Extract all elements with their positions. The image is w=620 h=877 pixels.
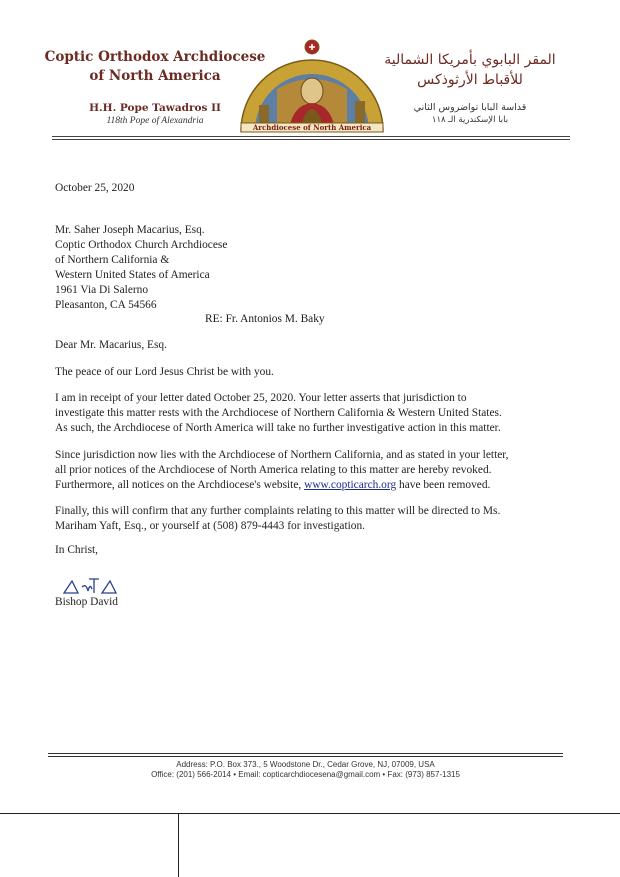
website-link[interactable]: www.copticarch.org [304,479,397,491]
signer-name: Bishop David [55,596,118,608]
recipient-line: 1961 Via Di Salerno [55,284,149,296]
letter-date: October 25, 2020 [55,182,135,194]
paragraph-2 [55,448,575,493]
header-english [40,48,270,126]
footer-divider-bottom [48,756,563,757]
footer-address: Address: P.O. Box 373., 5 Woodstone Dr., Cedar Grove, NJ, 07009, USA [176,760,435,769]
recipient-address [55,223,575,313]
org-name-en-line1: Coptic Orthodox Archdiocese [44,49,266,65]
paragraph-line: investigate this matter rests with the Archdiocese of Northern California & Western United States. [55,407,502,419]
org-name-ar-line1: المقر البابوي بأمريكا الشمالية [384,52,556,68]
paragraph-line: all prior notices of the Archdiocese of North America relating to this matter are hereby revoked. [55,464,492,476]
paragraph-line [55,478,575,493]
greeting: The peace of our Lord Jesus Christ be with you. [55,366,274,378]
paragraph-text: Furthermore, all notices on the Archdiocese's website, [55,479,305,491]
recipient-line: Pleasanton, CA 54566 [55,299,157,311]
paragraph-line: Since jurisdiction now lies with the Archdiocese of Northern California, and as stated in your letter, [55,449,509,461]
subject-line: RE: Fr. Antonios M. Baky [205,313,325,325]
org-name-en-line2: of North America [89,68,221,84]
closing: In Christ, [55,544,99,556]
archdiocese-seal-logo [237,39,387,135]
seal-ring-text: Archdiocese of North America [252,123,372,132]
paragraph-text: have been removed. [396,479,491,491]
pope-title-ar: بابا الإسكندرية الـ ١١٨ [431,115,509,125]
scan-edge-vertical [178,813,179,877]
recipient-line: Coptic Orthodox Church Archdiocese [55,239,228,251]
paragraph-line: I am in receipt of your letter dated October 25, 2020. Your letter asserts that jurisdiction to [55,392,467,404]
footer-contact: Office: (201) 566-2014 • Email: copticarchdiocesena@gmail.com • Fax: (973) 857-1315 [151,770,460,779]
org-name-ar-line2: للأقباط الأرثوذكس [417,72,523,88]
recipient-line: Mr. Saher Joseph Macarius, Esq. [55,224,205,236]
scan-edge-horizontal [0,813,620,814]
paragraph-3 [55,504,575,534]
pope-name-ar: قداسة البابا تواضروس الثاني [413,102,527,113]
recipient-line: of Northern California & [55,254,170,266]
paragraph-line: Mariham Yaft, Esq., or yourself at (508) 879-4443 for investigation. [55,520,366,532]
paragraph-1 [55,391,575,436]
handwritten-signature [60,571,120,597]
pope-name-en: H.H. Pope Tawadros II [89,102,221,114]
header-divider-bottom [52,139,570,140]
salutation: Dear Mr. Macarius, Esq. [55,339,167,351]
paragraph-line: As such, the Archdiocese of North America will take no further investigative action in this matter. [55,422,501,434]
paragraph-line: Finally, this will confirm that any further complaints relating to this matter will be directed to Ms. [55,505,501,517]
header-divider-top [52,136,570,137]
footer-divider-top [48,753,563,754]
recipient-line: Western United States of America [55,269,210,281]
header-arabic [380,50,560,125]
pope-title-en: 118th Pope of Alexandria [106,116,204,126]
